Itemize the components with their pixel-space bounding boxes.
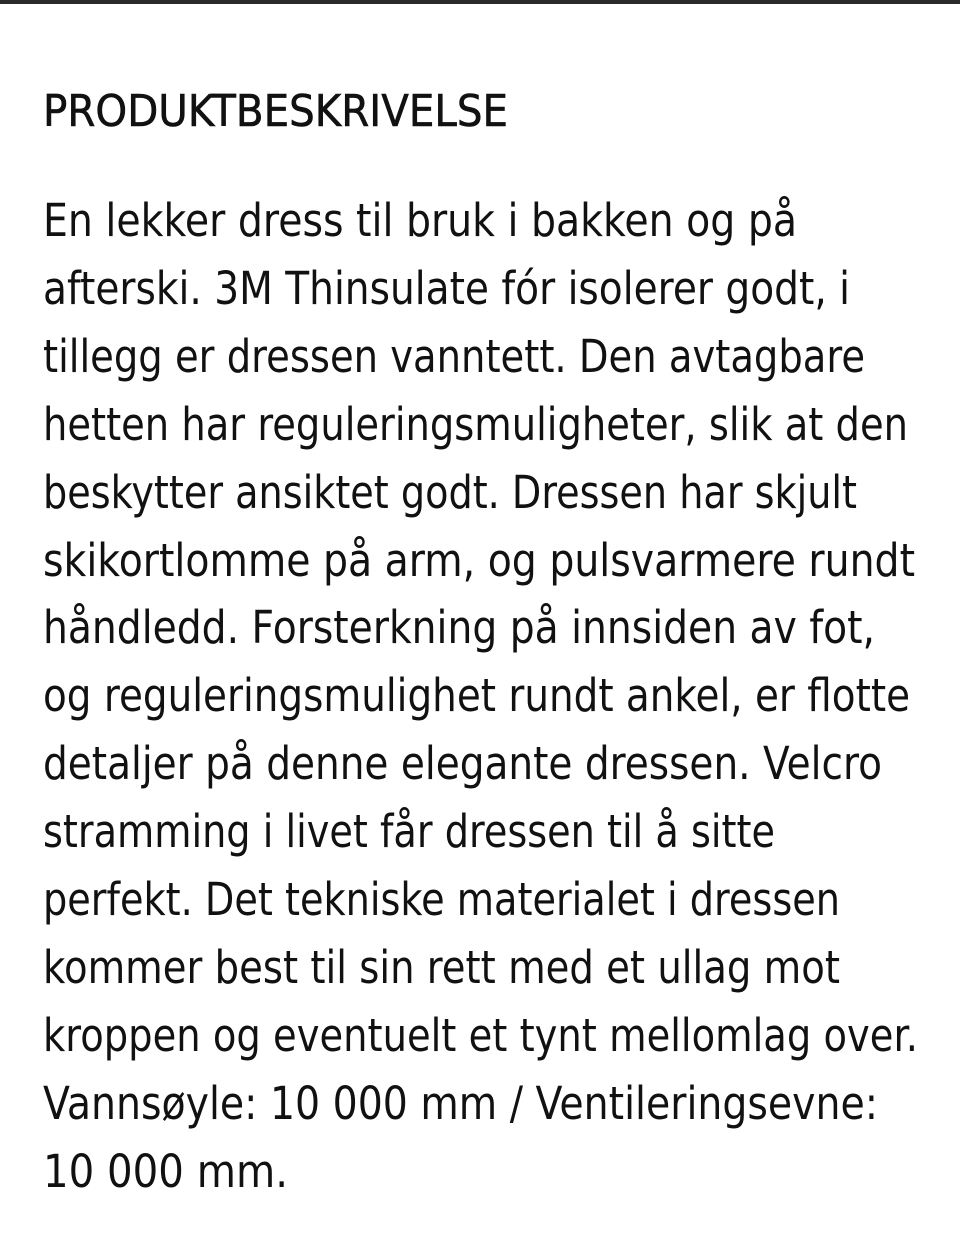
description-line: 10 000 mm.: [43, 1144, 289, 1198]
description-line: stramming i livet får dressen til å sitte: [43, 805, 775, 859]
description-line: hetten har reguleringsmuligheter, slik at den: [43, 397, 908, 451]
description-line: En lekker dress til bruk i bakken og på: [43, 194, 797, 247]
description-line: håndledd. Forsterkning på innsiden av fot,: [43, 601, 875, 655]
section-heading: PRODUKTBESKRIVELSE: [43, 86, 509, 137]
description-line: perfekt. Det tekniske materialet i dressen: [43, 873, 841, 926]
description-line: skikortlomme på arm, og pulsvarmere rundt: [43, 533, 916, 587]
description-line: kroppen og eventuelt et tynt mellomlag over.: [43, 1008, 918, 1062]
description-line: kommer best til sin rett med et ullag mot: [43, 940, 840, 994]
description-line: detaljer på denne elegante dressen. Velcro: [43, 737, 883, 791]
description-line: tillegg er dressen vanntett. Den avtagbare: [43, 329, 866, 383]
description-line: afterski. 3M Thinsulate fór isolerer godt, i: [43, 261, 851, 315]
description-line: beskytter ansiktet godt. Dressen har skjult: [43, 465, 858, 519]
description-line: og reguleringsmulighet rundt ankel, er flotte: [43, 669, 910, 723]
description-line: Vannsøyle: 10 000 mm / Ventileringsevne:: [43, 1076, 879, 1130]
top-bar: [0, 0, 960, 4]
